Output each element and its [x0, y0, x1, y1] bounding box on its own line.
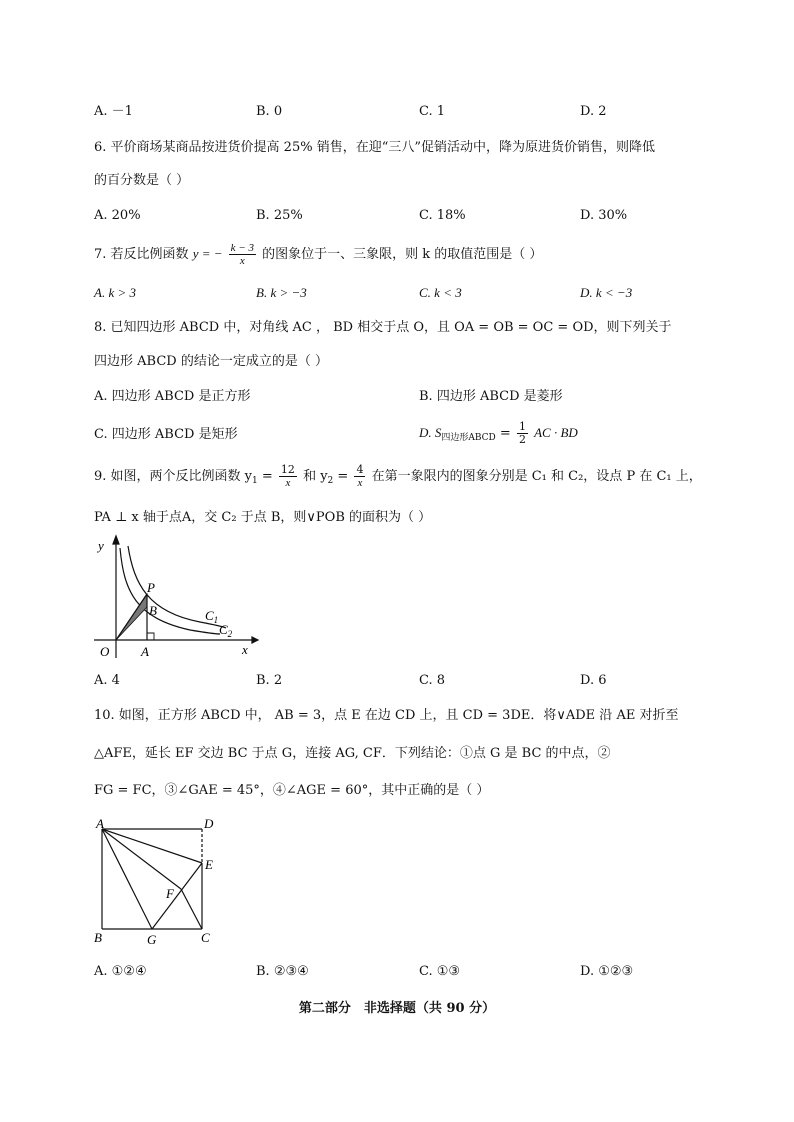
q6-option-b: B. 25% [256, 208, 303, 223]
q7-stem [94, 242, 542, 267]
q5-option-b: B. 0 [256, 104, 283, 119]
q9-label-o: O [100, 644, 110, 659]
q9-suffix: 在第一象限内的图象分别是 C₁ 和 C₂，设点 P 在 C₁ 上， [371, 469, 702, 484]
q7-func-lhs: y = − [192, 246, 223, 261]
q10-label-a: A [96, 816, 104, 831]
q5-option-c: C. 1 [419, 104, 446, 119]
q8-option-d-subscript: 四边形ABCD [441, 433, 496, 443]
q10-label-g: G [147, 932, 157, 947]
q7-option-b: B. k > −3 [256, 285, 307, 300]
q9-x-axis-arrow [252, 637, 258, 643]
q9-option-b: B. 2 [256, 673, 283, 688]
q10-line-1: 10. 如图，正方形 ABCD 中， AB = 3，点 E 在边 CD 上，且 CD = 3DE．将∨ADE 沿 AE 对折至 [94, 708, 679, 723]
q10-figure [88, 812, 228, 950]
q7-option-c: C. k < 3 [419, 285, 462, 300]
q7-suffix: 的图象位于一、三象限，则 k 的取值范围是（ ） [262, 247, 543, 262]
q6-line-1: 6. 平价商场某商品按进货价提高 25% 销售，在迎“三八”促销活动中，降为原进货价销售，则降低 [94, 140, 655, 155]
q8-option-d-denominator: 2 [518, 433, 526, 446]
q9-stem [94, 464, 702, 491]
q9-frac2-numerator: 4 [356, 463, 364, 476]
q10-label-d: D [204, 816, 214, 831]
q10-label-e: E [205, 857, 213, 872]
q5-option-a: A. －1 [94, 104, 133, 119]
q9-right-angle-mark [147, 633, 154, 640]
q10-option-a: A. ①②④ [94, 964, 147, 979]
q9-frac1-denominator: x [285, 477, 291, 489]
q8-option-b: B. 四边形 ABCD 是菱形 [419, 389, 563, 404]
q8-option-d-suffix: AC · BD [534, 425, 578, 440]
q9-fraction-1 [279, 464, 297, 489]
q8-option-d [419, 421, 578, 448]
q8-option-c: C. 四边形 ABCD 是矩形 [94, 427, 238, 442]
q7-fraction [229, 242, 256, 267]
q10-label-c: C [201, 930, 210, 945]
q9-label-c1: $C_1$ [205, 608, 219, 625]
q8-option-d-eq: = [495, 426, 515, 441]
q9-label-a: A [141, 644, 149, 659]
q9-label-b: B [149, 603, 157, 618]
q10-line-3: FG = FC，③∠GAE = 45°，④∠AGE = 60°，其中正确的是（ ） [94, 783, 490, 798]
q8-option-a: A. 四边形 ABCD 是正方形 [94, 389, 251, 404]
q6-option-d: D. 30% [580, 208, 628, 223]
q7-prefix: 7. 若反比例函数 [94, 247, 189, 262]
q8-option-d-numerator: 1 [518, 420, 526, 433]
q9-prefix: 9. 如图，两个反比例函数 y [94, 469, 253, 484]
q9-sub2: 2 [327, 476, 334, 486]
q9-option-a: A. 4 [94, 673, 120, 688]
q10-option-c: C. ①③ [419, 964, 461, 979]
q9-figure [90, 534, 260, 660]
q9-y-axis-arrow [113, 536, 119, 544]
section-title: 第二部分 非选择题（共 90 分） [298, 1001, 496, 1016]
q9-label-x: x [242, 642, 248, 657]
q9-label-p: P [147, 580, 155, 595]
q8-line-2: 四边形 ABCD 的结论一定成立的是（ ） [94, 354, 328, 369]
q9-line-op [116, 594, 147, 640]
q7-option-d: D. k < −3 [580, 285, 633, 300]
q9-mid: 和 y [303, 469, 328, 484]
q5-option-d: D. 2 [580, 104, 607, 119]
q10-label-b: B [94, 930, 102, 945]
q6-option-c: C. 18% [419, 208, 466, 223]
q9-frac2-denominator: x [357, 477, 363, 489]
q9-eq1: = [257, 469, 277, 484]
q9-line-2: PA ⊥ x 轴于点A，交 C₂ 于点 B，则∨POB 的面积为（ ） [94, 510, 432, 525]
q7-frac-denominator: x [239, 255, 245, 267]
q8-option-d-fraction [517, 421, 528, 446]
q9-option-d: D. 6 [580, 673, 607, 688]
q8-line-1: 8. 已知四边形 ABCD 中，对角线 AC ， BD 相交于点 O，且 OA = OB = OC = OD，则下列关于 [94, 320, 672, 335]
q9-fraction-2 [354, 464, 365, 489]
q10-option-b: B. ②③④ [256, 964, 309, 979]
q9-label-c2: $C_2$ [219, 622, 233, 639]
q9-label-y: y [98, 538, 104, 553]
q9-sub1: 1 [252, 476, 258, 486]
q10-line-af [102, 829, 181, 889]
q6-option-a: A. 20% [94, 208, 141, 223]
q9-frac1-numerator: 12 [280, 463, 295, 476]
q10-option-d: D. ①②③ [580, 964, 634, 979]
q7-frac-numerator: k − 3 [230, 242, 254, 254]
q10-label-f: F [166, 886, 174, 901]
q8-option-d-prefix: D. S [419, 425, 442, 440]
q10-line-2: △AFE，延长 EF 交边 BC 于点 G，连接 AG, CF．下列结论：①点 G 是 BC 的中点，② [94, 746, 611, 761]
q9-option-c: C. 8 [419, 673, 446, 688]
q10-line-fc [181, 889, 202, 929]
q9-eq2: = [333, 469, 353, 484]
q6-line-2: 的百分数是（ ） [94, 173, 190, 188]
q7-option-a: A. k > 3 [94, 285, 136, 300]
